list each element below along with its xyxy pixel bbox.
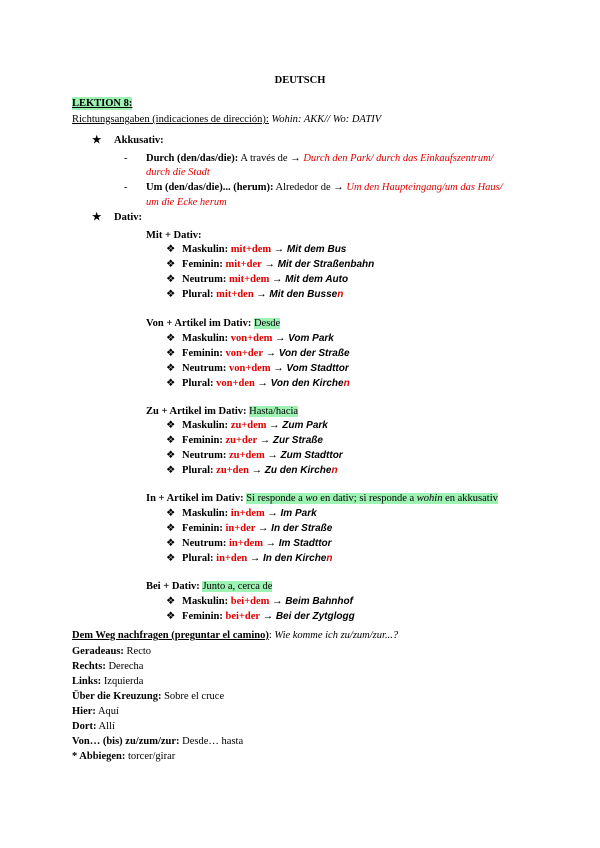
group-gloss: Hasta/hacia [249,406,299,417]
vocab-term: * Abbiegen: [72,751,126,762]
diamond-bullet-icon: ❖ [166,378,176,389]
group-header-text: Mit + Dativ: [146,230,202,241]
durch-term: Durch (den/das/die): [146,153,239,164]
example: Mit den Busse [269,289,338,300]
diamond-bullet-icon: ❖ [166,523,176,534]
group-von-item-3 [166,377,350,390]
diamond-bullet-icon: ❖ [166,244,176,255]
vocab-meaning: Izquierda [103,676,144,687]
arrow: → [272,596,283,607]
group-mit-item-1 [166,258,374,271]
group-header-text: Von + Artikel im Dativ: [146,318,252,329]
group-in-item-0 [166,507,317,520]
vocab-meaning: Aquí [97,706,119,717]
form: zu+dem [229,450,265,461]
form: zu+der [225,435,258,446]
page-title: DEUTSCH [274,75,326,86]
diamond-bullet-icon: ❖ [166,611,176,622]
form: bei+der [225,611,261,622]
star-bullet-icon: ★ [92,135,102,146]
form: von+dem [230,333,273,344]
arrow: → [273,363,284,374]
example: Zur Straße [272,435,323,446]
diamond-bullet-icon: ❖ [166,435,176,446]
vocab-term: Rechts: [72,661,106,672]
form: von+den [216,378,255,389]
diamond-bullet-icon: ❖ [166,363,176,374]
diamond-bullet-icon: ❖ [166,596,176,607]
group-bei-item-0 [166,595,353,608]
arrow: → [273,244,285,255]
case-label: Maskulin: [182,420,229,431]
case-label: Feminin: [182,348,223,359]
vocab-term: Geradeaus: [72,646,124,657]
arrow: → [258,523,269,534]
form: mit+dem [230,244,272,255]
gloss-part: Si responde a [246,493,306,504]
group-bei-header [146,580,272,593]
example: Vom Park [288,333,334,344]
directions-heading-text: Richtungsangaben (indicaciones de dirección): [72,114,269,125]
form: von+der [225,348,263,359]
diamond-bullet-icon: ❖ [166,538,176,549]
group-mit-item-0 [166,243,346,256]
arrow: → [265,538,277,549]
vocab-meaning: Desde… hasta [182,736,244,747]
arrow: → [249,553,261,564]
case-label: Maskulin: [182,333,229,344]
vocab-meaning: Sobre el cruce [164,691,225,702]
group-gloss: Junto a, cerca de [202,581,273,592]
group-in-item-3 [166,552,332,565]
vocab-meaning: Derecha [108,661,144,672]
example: Vom Stadttor [286,363,349,374]
example: Im Park [280,508,317,519]
form: zu+den [216,465,249,476]
vocab-meaning: Recto [126,646,152,657]
diamond-bullet-icon: ❖ [166,274,176,285]
form: mit+dem [229,274,270,285]
vocab-row [72,660,143,673]
arrow: → [251,465,263,476]
case-label: Neutrum: [182,450,227,461]
arrow: → [269,420,280,431]
weg-heading-row [72,629,398,642]
weg-question: Wie komme ich zu/zum/zur...? [274,630,399,641]
group-bei-item-1 [166,610,355,623]
arrow: → [265,348,277,359]
vocab-term: Links: [72,676,102,687]
arrow: → [267,450,278,461]
example: In der Straße [271,523,333,534]
example-tail: n [331,465,338,476]
weg-heading: Dem Weg nachfragen (preguntar el camino) [72,630,269,641]
section-directions-heading [72,113,381,126]
example: Zu den Kirche [264,465,332,476]
vocab-meaning: Allí [98,721,115,732]
diamond-bullet-icon: ❖ [166,333,176,344]
example-tail: n [326,553,333,564]
vocab-term: Über die Kreuzung: [72,691,162,702]
group-header-text: Zu + Artikel im Dativ: [146,406,247,417]
diamond-bullet-icon: ❖ [166,420,176,431]
example: Von den Kirche [270,378,344,389]
form: von+dem [229,363,271,374]
vocab-row [72,750,175,763]
case-label: Plural: [182,378,214,389]
durch-text: A través de → [240,153,301,164]
vocab-term: Von… (bis) zu/zum/zur: [72,736,180,747]
case-label: Neutrum: [182,538,227,549]
group-von-header [146,317,280,330]
form: in+den [216,553,248,564]
akkusativ-label-row [92,134,164,147]
arrow: → [262,611,274,622]
vocab-row [72,735,243,748]
form: zu+dem [230,420,267,431]
group-in-item-1 [166,522,332,535]
group-gloss [246,493,498,504]
arrow: → [259,435,271,446]
durch-example-2: durch die Stadt [146,167,210,178]
form: in+der [225,523,256,534]
arrow: → [257,378,268,389]
diamond-bullet-icon: ❖ [166,465,176,476]
group-mit-header [146,229,202,242]
gloss-part-italic: wohin [416,493,443,504]
group-zu-header [146,405,298,418]
vocab-row [72,675,143,688]
group-von-item-0 [166,332,334,345]
gloss-part-italic: wo [305,493,318,504]
case-label: Feminin: [182,523,223,534]
case-label: Plural: [182,465,214,476]
vocab-row [72,690,224,703]
dash-bullet: - [124,153,128,164]
case-label: Maskulin: [182,244,229,255]
example: Zum Stadttor [280,450,343,461]
group-zu-item-0 [166,419,328,432]
group-mit-item-2 [166,273,348,286]
group-zu-item-1 [166,434,323,447]
example: Beim Bahnhof [285,596,353,607]
case-label: Maskulin: [182,596,229,607]
gloss-part: en akkusativ [442,493,498,504]
group-gloss: Desde [253,318,281,329]
diamond-bullet-icon: ❖ [166,348,176,359]
group-zu-item-3 [166,464,338,477]
example: Im Stadttor [278,538,332,549]
example: Von der Straße [278,348,350,359]
example: Mit dem Bus [286,244,347,255]
form: in+dem [229,538,263,549]
case-label: Maskulin: [182,508,229,519]
form: bei+dem [230,596,270,607]
durch-example-1: Durch den Park/ durch das Einkaufszentrum/ [303,153,494,164]
arrow: → [274,333,286,344]
form: mit+den [216,289,254,300]
example-tail: n [337,289,344,300]
arrow: → [256,289,267,300]
gloss-part: en dativ; si responde a [317,493,417,504]
um-example-2: um die Ecke herum [146,197,227,208]
example: Mit der Straßenbahn [277,259,375,270]
case-label: Feminin: [182,259,223,270]
vocab-row [72,705,119,718]
arrow: → [264,259,275,270]
example: Mit dem Auto [285,274,349,285]
example: Bei der Zytglogg [275,611,355,622]
diamond-bullet-icon: ❖ [166,289,176,300]
form: in+dem [230,508,265,519]
diamond-bullet-icon: ❖ [166,553,176,564]
example: In den Kirche [263,553,327,564]
case-label: Neutrum: [182,274,227,285]
diamond-bullet-icon: ❖ [166,508,176,519]
group-in-item-2 [166,537,332,550]
akkusativ-label: Akkusativ: [114,135,164,146]
form: mit+der [225,259,262,270]
um-term: Um (den/das/die)... (herum): [146,182,274,193]
arrow: → [272,274,283,285]
durch-row [124,152,494,165]
case-label: Feminin: [182,611,223,622]
example-tail: n [343,378,350,389]
arrow: → [267,508,278,519]
case-label: Plural: [182,553,214,564]
um-example-1: Um den Haupteingang/um das Haus/ [346,182,503,193]
case-label: Neutrum: [182,363,227,374]
diamond-bullet-icon: ❖ [166,450,176,461]
directions-note: Wohin: AKK// Wo: DATIV [271,114,382,125]
star-bullet-icon: ★ [92,212,102,223]
group-header-text: In + Artikel im Dativ: [146,493,244,504]
dativ-label: Dativ: [114,212,143,223]
group-von-item-2 [166,362,349,375]
vocab-row [72,720,115,733]
lesson-heading: LEKTION 8: [72,98,133,109]
um-row [124,181,503,194]
group-header-text: Bei + Dativ: [146,581,200,592]
example: Zum Park [282,420,328,431]
group-von-item-1 [166,347,350,360]
vocab-term: Dort: [72,721,97,732]
um-text: Alrededor de → [275,182,344,193]
vocab-term: Hier: [72,706,96,717]
diamond-bullet-icon: ❖ [166,259,176,270]
group-mit-item-3 [166,288,343,301]
vocab-meaning: torcer/girar [128,751,176,762]
dash-bullet: - [124,182,128,193]
group-in-header [146,492,498,505]
weg-colon: : [268,630,272,641]
case-label: Feminin: [182,435,223,446]
vocab-row [72,645,151,658]
case-label: Plural: [182,289,214,300]
dativ-label-row [92,211,142,224]
group-zu-item-2 [166,449,343,462]
